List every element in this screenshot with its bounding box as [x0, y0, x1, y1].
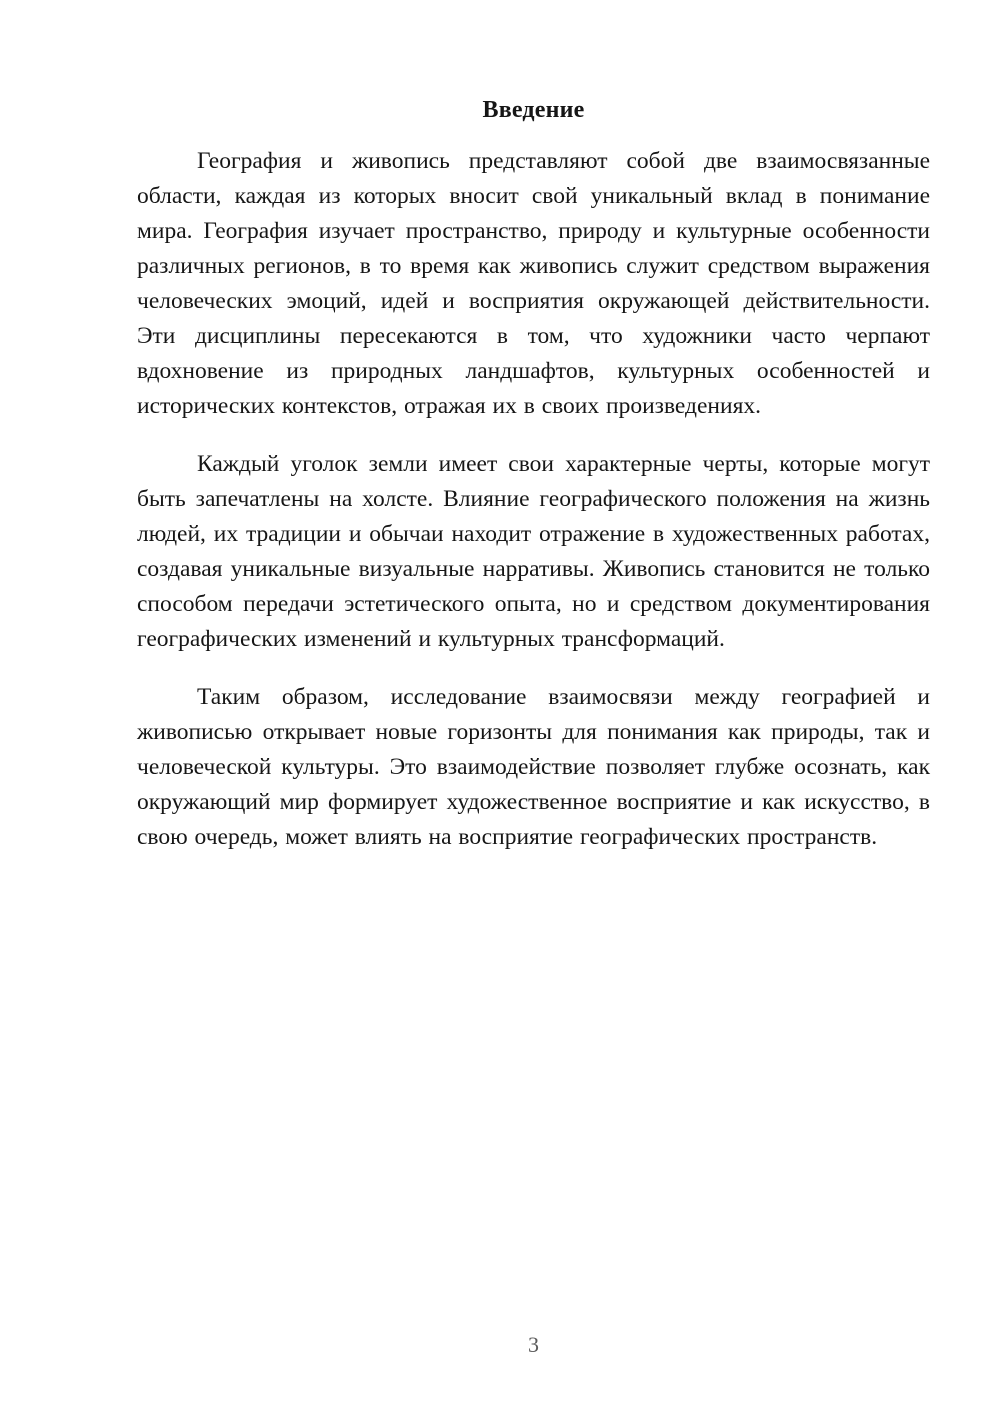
section-heading: Введение: [482, 97, 585, 123]
paragraph-2: Каждый уголок земли имеет свои характерные черты, которые могут быть запечатлены на холсте. Влияние географического положения на жизнь людей, их традиции и обычаи находит отражение в художественных работах, создавая уникальные визуальные нарративы. Живопись становится не только способом передачи эстетического опыта, но и средством документирования географических изменений и культурных трансформаций.: [137, 451, 930, 652]
page-number: 3: [528, 1332, 539, 1357]
paragraph-1: География и живопись представляют собой две взаимосвязанные области, каждая из которых вносит свой уникальный вклад в понимание мира. География изучает пространство, природу и культурные особенности различных регионов, в то время как живопись служит средством выражения человеческих эмоций, идей и восприятия окружающей действительности. Эти дисциплины пересекаются в том, что художники часто черпают вдохновение из природных ландшафтов, культурных особенностей и исторических контекстов, отражая их в своих произведениях.: [137, 148, 930, 419]
paragraph-3: Таким образом, исследование взаимосвязи между географией и живописью открывает новые горизонты для понимания как природы, так и человеческой культуры. Это взаимодействие позволяет глубже осознать, как окружающий мир формирует художественное восприятие и как искусство, в свою очередь, может влиять на восприятие географических пространств.: [137, 684, 930, 850]
page-content: [137, 93, 930, 855]
